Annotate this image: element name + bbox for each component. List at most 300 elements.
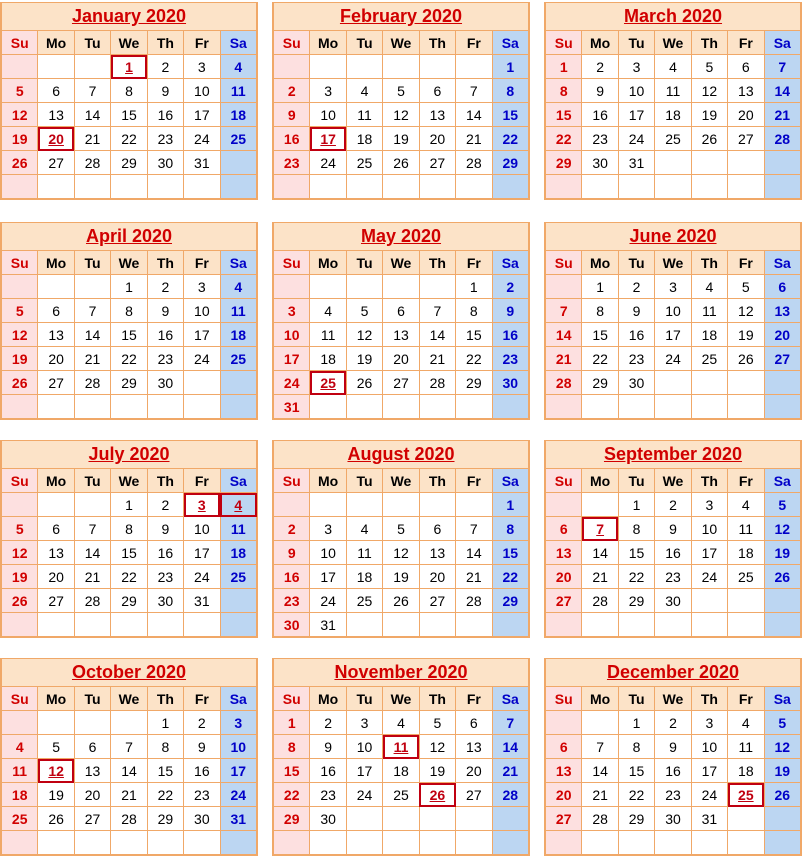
empty-cell [691, 371, 727, 395]
day-cell: 1 [618, 711, 654, 735]
day-cell: 6 [383, 299, 419, 323]
day-cell: 13 [419, 103, 455, 127]
day-cell: 5 [728, 275, 764, 299]
weekday-header: Fr [728, 31, 764, 55]
day-cell: 26 [383, 589, 419, 613]
day-cell: 20 [764, 323, 800, 347]
day-cell: 9 [492, 299, 528, 323]
day-cell: 15 [492, 103, 528, 127]
day-cell: 3 [691, 493, 727, 517]
day-cell: 4 [346, 79, 382, 103]
day-cell: 2 [492, 275, 528, 299]
day-cell: 6 [546, 735, 582, 759]
day-cell: 6 [764, 275, 800, 299]
weekday-header: Su [274, 469, 310, 493]
empty-cell [184, 175, 220, 199]
day-cell: 29 [456, 371, 492, 395]
weekday-header: We [383, 469, 419, 493]
day-cell: 18 [220, 323, 256, 347]
day-cell: 26 [419, 783, 455, 807]
day-cell: 24 [184, 127, 220, 151]
empty-cell [220, 151, 256, 175]
weekday-header: Tu [74, 687, 110, 711]
day-cell: 28 [111, 807, 147, 831]
empty-cell [2, 175, 38, 199]
day-cell: 15 [456, 323, 492, 347]
empty-cell [2, 275, 38, 299]
day-cell: 16 [492, 323, 528, 347]
weekday-header: Su [2, 251, 38, 275]
day-cell: 11 [728, 517, 764, 541]
day-cell: 7 [582, 735, 618, 759]
day-cell: 15 [618, 541, 654, 565]
empty-cell [74, 55, 110, 79]
day-cell: 13 [383, 323, 419, 347]
weekday-header: Fr [456, 687, 492, 711]
day-cell: 25 [728, 565, 764, 589]
day-cell: 15 [492, 541, 528, 565]
day-cell: 12 [419, 735, 455, 759]
day-cell: 5 [383, 79, 419, 103]
day-cell: 28 [74, 371, 110, 395]
day-cell: 18 [655, 103, 691, 127]
day-cell: 22 [111, 565, 147, 589]
empty-cell [419, 831, 455, 855]
day-cell: 31 [310, 613, 346, 637]
day-cell: 16 [655, 759, 691, 783]
weekday-header: Mo [38, 687, 74, 711]
weekday-header: Fr [728, 687, 764, 711]
day-cell: 29 [618, 589, 654, 613]
empty-cell [655, 831, 691, 855]
weekday-header: Mo [310, 469, 346, 493]
day-cell: 10 [655, 299, 691, 323]
weekday-header: Sa [220, 687, 256, 711]
empty-cell [582, 711, 618, 735]
day-cell: 1 [618, 493, 654, 517]
day-cell: 29 [274, 807, 310, 831]
month-may [272, 222, 530, 420]
day-cell: 9 [310, 735, 346, 759]
empty-cell [655, 175, 691, 199]
empty-cell [220, 613, 256, 637]
day-cell: 9 [147, 79, 183, 103]
day-cell: 29 [582, 371, 618, 395]
weekday-header: Mo [310, 687, 346, 711]
empty-cell [111, 175, 147, 199]
day-cell: 20 [546, 565, 582, 589]
weekday-header: Th [147, 687, 183, 711]
weekday-header: Tu [346, 469, 382, 493]
month-title: March 2020 [623, 6, 723, 26]
empty-cell [582, 395, 618, 419]
day-cell: 4 [728, 711, 764, 735]
empty-cell [38, 275, 74, 299]
day-cell: 27 [419, 589, 455, 613]
day-cell: 6 [728, 55, 764, 79]
weekday-header: Sa [220, 31, 256, 55]
month-title: October 2020 [71, 662, 187, 682]
empty-cell [456, 175, 492, 199]
day-cell: 12 [2, 541, 38, 565]
day-cell: 26 [2, 371, 38, 395]
empty-cell [546, 831, 582, 855]
day-cell: 27 [764, 347, 800, 371]
weekday-header: Tu [346, 251, 382, 275]
empty-cell [147, 613, 183, 637]
empty-cell [582, 493, 618, 517]
day-cell: 10 [346, 735, 382, 759]
day-cell: 3 [220, 711, 256, 735]
day-cell: 10 [310, 541, 346, 565]
day-cell: 7 [111, 735, 147, 759]
day-cell: 18 [220, 541, 256, 565]
day-cell: 6 [74, 735, 110, 759]
day-cell: 4 [655, 55, 691, 79]
day-cell: 19 [2, 565, 38, 589]
day-cell: 19 [728, 323, 764, 347]
day-cell: 10 [220, 735, 256, 759]
empty-cell [456, 55, 492, 79]
day-cell: 10 [184, 299, 220, 323]
empty-cell [184, 395, 220, 419]
day-cell: 26 [764, 565, 800, 589]
day-cell: 27 [546, 807, 582, 831]
day-cell: 16 [655, 541, 691, 565]
weekday-header: Su [274, 31, 310, 55]
empty-cell [38, 613, 74, 637]
weekday-header: Tu [618, 31, 654, 55]
day-cell: 10 [691, 735, 727, 759]
day-cell: 1 [147, 711, 183, 735]
day-cell: 22 [492, 127, 528, 151]
month-title: July 2020 [88, 444, 170, 464]
weekday-header: Tu [618, 469, 654, 493]
day-cell: 7 [546, 299, 582, 323]
weekday-header: Su [546, 687, 582, 711]
day-cell: 28 [492, 783, 528, 807]
day-cell: 27 [728, 127, 764, 151]
empty-cell [419, 807, 455, 831]
day-cell: 1 [492, 55, 528, 79]
day-cell: 13 [546, 759, 582, 783]
day-cell: 13 [456, 735, 492, 759]
day-cell: 31 [184, 151, 220, 175]
day-cell: 21 [764, 103, 800, 127]
day-cell: 23 [492, 347, 528, 371]
day-cell: 14 [74, 103, 110, 127]
day-cell: 21 [74, 347, 110, 371]
day-cell: 16 [618, 323, 654, 347]
empty-cell [111, 613, 147, 637]
day-cell: 19 [691, 103, 727, 127]
day-cell: 16 [274, 565, 310, 589]
empty-cell [38, 175, 74, 199]
day-cell: 9 [147, 299, 183, 323]
empty-cell [38, 711, 74, 735]
day-cell: 2 [274, 79, 310, 103]
day-cell: 9 [274, 541, 310, 565]
day-cell: 30 [147, 589, 183, 613]
weekday-header: Fr [728, 469, 764, 493]
empty-cell [456, 395, 492, 419]
day-cell: 23 [147, 347, 183, 371]
day-cell: 3 [274, 299, 310, 323]
month-july [0, 440, 258, 638]
day-cell: 4 [691, 275, 727, 299]
day-cell: 18 [346, 127, 382, 151]
day-cell: 10 [184, 517, 220, 541]
day-cell: 20 [456, 759, 492, 783]
empty-cell [184, 371, 220, 395]
empty-cell [111, 711, 147, 735]
day-cell: 5 [691, 55, 727, 79]
day-cell: 19 [2, 347, 38, 371]
day-cell: 20 [419, 565, 455, 589]
empty-cell [220, 831, 256, 855]
day-cell: 27 [38, 371, 74, 395]
day-cell: 9 [655, 735, 691, 759]
day-cell: 29 [546, 151, 582, 175]
empty-cell [274, 493, 310, 517]
day-cell: 12 [383, 103, 419, 127]
empty-cell [492, 807, 528, 831]
empty-cell [74, 711, 110, 735]
day-cell: 24 [310, 151, 346, 175]
month-august [272, 440, 530, 638]
empty-cell [546, 613, 582, 637]
empty-cell [655, 151, 691, 175]
day-cell: 12 [691, 79, 727, 103]
empty-cell [147, 395, 183, 419]
month-title: February 2020 [339, 6, 463, 26]
weekday-header: Sa [492, 251, 528, 275]
day-cell: 8 [456, 299, 492, 323]
empty-cell [764, 371, 800, 395]
day-cell: 3 [184, 493, 220, 517]
day-cell: 13 [38, 103, 74, 127]
day-cell: 17 [184, 541, 220, 565]
empty-cell [383, 55, 419, 79]
day-cell: 25 [383, 783, 419, 807]
day-cell: 2 [274, 517, 310, 541]
weekday-header: Su [2, 31, 38, 55]
empty-cell [38, 493, 74, 517]
empty-cell [691, 151, 727, 175]
day-cell: 13 [419, 541, 455, 565]
empty-cell [184, 613, 220, 637]
day-cell: 9 [147, 517, 183, 541]
day-cell: 5 [419, 711, 455, 735]
day-cell: 12 [38, 759, 74, 783]
day-cell: 7 [456, 79, 492, 103]
empty-cell [492, 175, 528, 199]
day-cell: 5 [383, 517, 419, 541]
day-cell: 29 [111, 589, 147, 613]
weekday-header: Sa [764, 687, 800, 711]
empty-cell [346, 493, 382, 517]
day-cell: 12 [2, 103, 38, 127]
day-cell: 18 [220, 103, 256, 127]
weekday-header: We [111, 31, 147, 55]
day-cell: 19 [383, 565, 419, 589]
day-cell: 23 [618, 347, 654, 371]
empty-cell [2, 831, 38, 855]
day-cell: 13 [764, 299, 800, 323]
weekday-header: We [383, 31, 419, 55]
empty-cell [111, 831, 147, 855]
day-cell: 25 [691, 347, 727, 371]
day-cell: 17 [184, 323, 220, 347]
month-march [544, 2, 802, 200]
day-cell: 26 [764, 783, 800, 807]
empty-cell [728, 395, 764, 419]
day-cell: 14 [74, 323, 110, 347]
month-title: August 2020 [347, 444, 455, 464]
day-cell: 8 [492, 517, 528, 541]
day-cell: 29 [111, 151, 147, 175]
day-cell: 23 [655, 565, 691, 589]
day-cell: 31 [691, 807, 727, 831]
empty-cell [456, 493, 492, 517]
day-cell: 8 [546, 79, 582, 103]
day-cell: 21 [456, 127, 492, 151]
day-cell: 22 [618, 783, 654, 807]
empty-cell [492, 613, 528, 637]
day-cell: 15 [618, 759, 654, 783]
day-cell: 28 [582, 589, 618, 613]
empty-cell [546, 275, 582, 299]
empty-cell [419, 493, 455, 517]
day-cell: 1 [111, 493, 147, 517]
day-cell: 6 [419, 79, 455, 103]
weekday-header: Fr [456, 31, 492, 55]
day-cell: 23 [655, 783, 691, 807]
day-cell: 26 [728, 347, 764, 371]
day-cell: 11 [220, 79, 256, 103]
day-cell: 11 [346, 541, 382, 565]
day-cell: 29 [618, 807, 654, 831]
day-cell: 14 [111, 759, 147, 783]
weekday-header: Th [691, 31, 727, 55]
day-cell: 3 [184, 275, 220, 299]
day-cell: 16 [147, 323, 183, 347]
day-cell: 11 [2, 759, 38, 783]
month-title: December 2020 [606, 662, 740, 682]
day-cell: 5 [764, 711, 800, 735]
empty-cell [764, 807, 800, 831]
day-cell: 25 [346, 589, 382, 613]
day-cell: 2 [655, 711, 691, 735]
weekday-header: Sa [492, 469, 528, 493]
empty-cell [74, 493, 110, 517]
day-cell: 2 [147, 275, 183, 299]
month-title: June 2020 [629, 226, 717, 246]
day-cell: 22 [546, 127, 582, 151]
day-cell: 22 [618, 565, 654, 589]
day-cell: 27 [38, 589, 74, 613]
day-cell: 10 [310, 103, 346, 127]
empty-cell [691, 613, 727, 637]
day-cell: 11 [691, 299, 727, 323]
day-cell: 14 [546, 323, 582, 347]
weekday-header: Th [419, 31, 455, 55]
day-cell: 1 [492, 493, 528, 517]
day-cell: 24 [346, 783, 382, 807]
day-cell: 21 [74, 127, 110, 151]
day-cell: 21 [456, 565, 492, 589]
empty-cell [728, 175, 764, 199]
day-cell: 20 [383, 347, 419, 371]
day-cell: 30 [310, 807, 346, 831]
weekday-header: Th [691, 469, 727, 493]
empty-cell [74, 175, 110, 199]
day-cell: 31 [618, 151, 654, 175]
day-cell: 8 [582, 299, 618, 323]
day-cell: 4 [2, 735, 38, 759]
day-cell: 21 [111, 783, 147, 807]
weekday-header: Th [419, 469, 455, 493]
day-cell: 15 [274, 759, 310, 783]
day-cell: 28 [456, 589, 492, 613]
empty-cell [2, 711, 38, 735]
weekday-header: Mo [582, 31, 618, 55]
day-cell: 29 [147, 807, 183, 831]
empty-cell [728, 807, 764, 831]
day-cell: 1 [274, 711, 310, 735]
empty-cell [691, 395, 727, 419]
day-cell: 19 [2, 127, 38, 151]
day-cell: 30 [582, 151, 618, 175]
day-cell: 22 [582, 347, 618, 371]
day-cell: 3 [618, 55, 654, 79]
day-cell: 16 [582, 103, 618, 127]
day-cell: 19 [383, 127, 419, 151]
day-cell: 19 [38, 783, 74, 807]
day-cell: 30 [655, 807, 691, 831]
day-cell: 30 [147, 371, 183, 395]
month-november [272, 658, 530, 856]
empty-cell [618, 831, 654, 855]
empty-cell [274, 275, 310, 299]
day-cell: 2 [618, 275, 654, 299]
weekday-header: Mo [38, 469, 74, 493]
day-cell: 3 [184, 55, 220, 79]
day-cell: 14 [74, 541, 110, 565]
empty-cell [2, 493, 38, 517]
day-cell: 12 [2, 323, 38, 347]
day-cell: 7 [74, 79, 110, 103]
weekday-header: Fr [184, 31, 220, 55]
empty-cell [220, 589, 256, 613]
day-cell: 29 [492, 589, 528, 613]
day-cell: 23 [582, 127, 618, 151]
day-cell: 10 [274, 323, 310, 347]
empty-cell [184, 831, 220, 855]
day-cell: 23 [274, 589, 310, 613]
weekday-header: Sa [492, 31, 528, 55]
day-cell: 28 [74, 589, 110, 613]
day-cell: 21 [582, 565, 618, 589]
day-cell: 24 [310, 589, 346, 613]
empty-cell [383, 613, 419, 637]
day-cell: 7 [582, 517, 618, 541]
empty-cell [346, 807, 382, 831]
empty-cell [728, 613, 764, 637]
weekday-header: Tu [346, 687, 382, 711]
empty-cell [728, 371, 764, 395]
day-cell: 24 [655, 347, 691, 371]
